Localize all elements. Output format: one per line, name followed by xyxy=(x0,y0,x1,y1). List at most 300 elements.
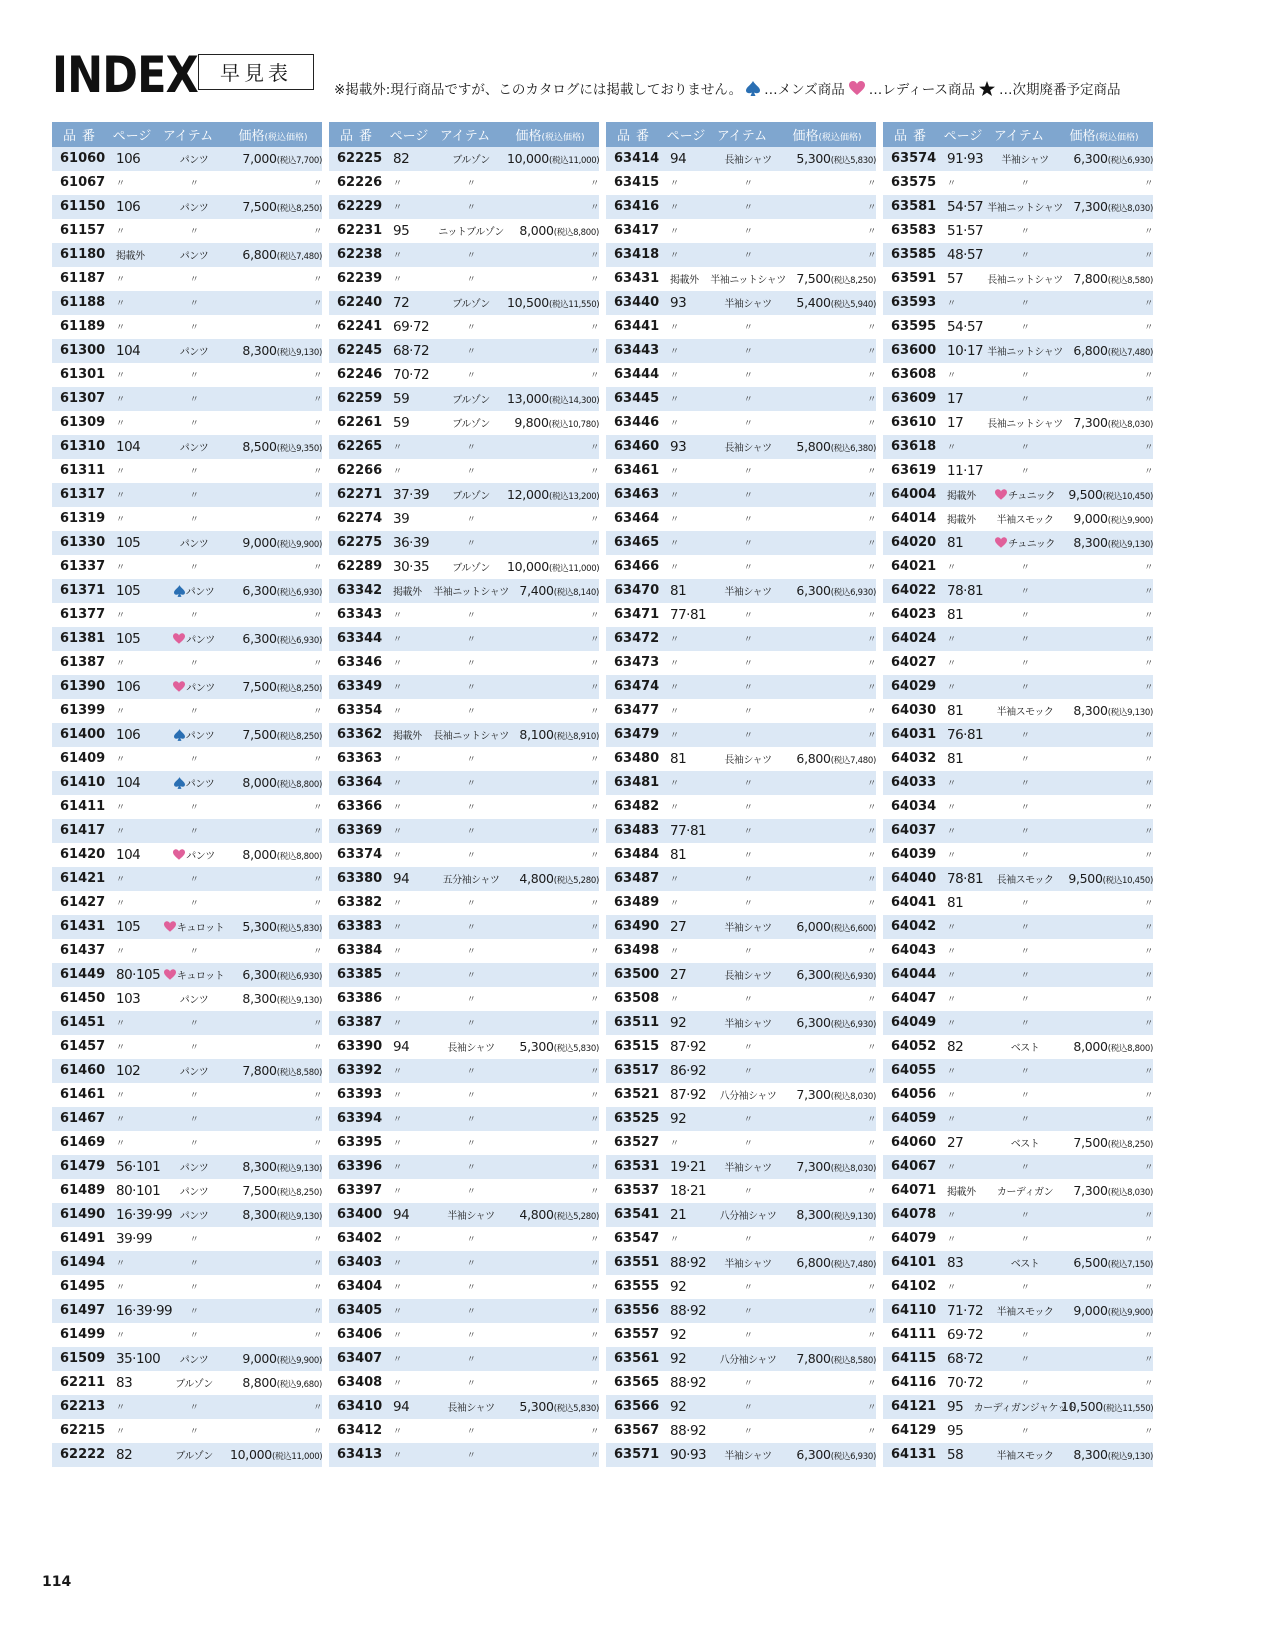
price xyxy=(784,536,876,549)
catalog-page: 〃 xyxy=(947,1019,956,1029)
price-value: 〃 xyxy=(313,323,322,333)
item-label: 〃 xyxy=(743,491,753,501)
price-value: 〃 xyxy=(867,779,876,789)
price-value: 〃 xyxy=(867,1307,876,1317)
price-value: 8,000 xyxy=(1073,1039,1108,1054)
catalog-page: 〃 xyxy=(393,1283,402,1293)
item-type xyxy=(158,439,230,454)
table-row xyxy=(883,1419,1153,1443)
table-row xyxy=(606,1059,876,1083)
item-type xyxy=(158,1351,230,1366)
item-label: 〃 xyxy=(1020,899,1030,909)
catalog-page: 88·92 xyxy=(670,1374,707,1391)
catalog-page: 94 xyxy=(393,1038,410,1055)
item-type xyxy=(435,1016,507,1029)
price-value: 〃 xyxy=(867,1283,876,1293)
catalog-page: 〃 xyxy=(670,1139,679,1149)
table-row xyxy=(883,171,1153,195)
price xyxy=(507,968,599,981)
price xyxy=(1061,752,1153,765)
product-code: 63479 xyxy=(614,727,660,742)
price-value: 10,000 xyxy=(230,1447,272,1462)
price-tax: (税込11,000) xyxy=(548,156,600,166)
price-value: 〃 xyxy=(313,1019,322,1029)
table-row xyxy=(52,1203,322,1227)
catalog-page: 〃 xyxy=(393,683,402,693)
table-row xyxy=(329,651,599,675)
item-type xyxy=(989,343,1061,358)
table-row xyxy=(606,939,876,963)
item-label: 〃 xyxy=(743,851,753,861)
price xyxy=(507,1088,599,1101)
table-row xyxy=(329,1203,599,1227)
catalog-page: 〃 xyxy=(947,1283,956,1293)
price-value: 〃 xyxy=(313,755,322,765)
item-label: 〃 xyxy=(1020,1211,1030,1221)
price xyxy=(230,272,322,285)
product-code: 63460 xyxy=(614,439,660,454)
product-code: 64111 xyxy=(891,1327,937,1342)
item-type xyxy=(435,992,507,1005)
product-code: 64023 xyxy=(891,607,937,622)
price-value: 〃 xyxy=(590,515,599,525)
item-type xyxy=(158,631,230,646)
table-row xyxy=(606,387,876,411)
item-label: 〃 xyxy=(189,299,199,309)
price-value: 〃 xyxy=(1144,299,1153,309)
price-value: 10,000 xyxy=(507,151,549,166)
item-label: 半袖ニットシャツ xyxy=(433,587,509,598)
item-label: 〃 xyxy=(466,1187,476,1197)
catalog-page: 106 xyxy=(116,150,141,167)
catalog-page: 〃 xyxy=(947,1115,956,1125)
price-value: 8,300 xyxy=(1073,703,1108,718)
product-code: 63480 xyxy=(614,751,660,766)
table-row xyxy=(883,291,1153,315)
price-value: 〃 xyxy=(1144,611,1153,621)
price xyxy=(507,320,599,333)
item-type xyxy=(989,1112,1061,1125)
table-row xyxy=(52,627,322,651)
price-value: 〃 xyxy=(1144,371,1153,381)
table-row xyxy=(883,579,1153,603)
price xyxy=(507,344,599,357)
item-type xyxy=(158,704,230,717)
catalog-page: 91·93 xyxy=(947,150,984,167)
price xyxy=(507,1160,599,1173)
item-type xyxy=(712,248,784,261)
product-code: 61494 xyxy=(60,1255,106,1270)
price-value: 〃 xyxy=(313,227,322,237)
price-tax: (税込10,450) xyxy=(1102,876,1153,886)
catalog-page: 56·101 xyxy=(116,1158,161,1175)
table-row xyxy=(52,963,322,987)
item-type xyxy=(158,1207,230,1222)
catalog-page: 82 xyxy=(947,1038,964,1055)
catalog-page: 〃 xyxy=(947,827,956,837)
header-code: 品番 xyxy=(893,129,932,144)
price-value: 〃 xyxy=(313,299,322,309)
table-row xyxy=(606,1131,876,1155)
price-value: 〃 xyxy=(867,347,876,357)
table-row xyxy=(329,723,599,747)
price-value: 〃 xyxy=(590,1259,599,1269)
table-header xyxy=(883,122,1153,147)
item-type xyxy=(158,272,230,285)
catalog-page: 19·21 xyxy=(670,1158,707,1175)
price xyxy=(1061,1328,1153,1341)
item-type xyxy=(712,176,784,189)
price xyxy=(507,896,599,909)
table-row xyxy=(883,195,1153,219)
item-type xyxy=(712,608,784,621)
product-code: 61437 xyxy=(60,943,106,958)
item-label: 〃 xyxy=(1020,995,1030,1005)
item-label: 〃 xyxy=(1020,251,1030,261)
price-value: 〃 xyxy=(1144,1019,1153,1029)
price-value: 6,300 xyxy=(796,583,831,598)
price-value: 〃 xyxy=(590,371,599,381)
catalog-page: 77·81 xyxy=(670,822,707,839)
price-tax: (税込8,250) xyxy=(276,204,322,214)
item-type xyxy=(158,1400,230,1413)
price-value: 〃 xyxy=(313,803,322,813)
table-row xyxy=(883,219,1153,243)
product-code: 63565 xyxy=(614,1375,660,1390)
price xyxy=(784,1015,876,1030)
price-value: 6,300 xyxy=(242,631,277,646)
heart-icon xyxy=(164,969,176,980)
price-value: 〃 xyxy=(1144,467,1153,477)
product-code: 61417 xyxy=(60,823,106,838)
table-row xyxy=(606,507,876,531)
price-value: 〃 xyxy=(1144,179,1153,189)
item-label: 〃 xyxy=(466,1355,476,1365)
item-type xyxy=(158,151,230,166)
product-code: 63571 xyxy=(614,1447,660,1462)
catalog-page: 〃 xyxy=(670,779,679,789)
item-label: 〃 xyxy=(1020,827,1030,837)
catalog-page: 〃 xyxy=(393,1355,402,1365)
item-label: 〃 xyxy=(743,371,753,381)
item-label: 〃 xyxy=(466,347,476,357)
item-label: 〃 xyxy=(1020,395,1030,405)
item-label: 〃 xyxy=(466,323,476,333)
table-row xyxy=(606,963,876,987)
item-type xyxy=(989,440,1061,453)
price xyxy=(230,1232,322,1245)
table-row xyxy=(329,939,599,963)
catalog-page: 〃 xyxy=(393,1187,402,1197)
price-value: 〃 xyxy=(1144,1163,1153,1173)
product-code: 61451 xyxy=(60,1015,106,1030)
price xyxy=(784,560,876,573)
table-row xyxy=(329,147,599,171)
product-code: 63363 xyxy=(337,751,383,766)
item-type xyxy=(989,968,1061,981)
table-row xyxy=(52,291,322,315)
price-value: 5,300 xyxy=(519,1399,554,1414)
price xyxy=(1061,848,1153,861)
price-value: 〃 xyxy=(1144,635,1153,645)
price-value: 〃 xyxy=(867,491,876,501)
price-value: 6,000 xyxy=(796,919,831,934)
price xyxy=(1061,320,1153,333)
catalog-page: 〃 xyxy=(670,227,679,237)
catalog-page: 〃 xyxy=(947,947,956,957)
item-type xyxy=(435,583,507,598)
item-label: キュロット xyxy=(176,971,225,982)
price xyxy=(784,919,876,934)
catalog-page: 90·93 xyxy=(670,1446,707,1463)
product-code: 64047 xyxy=(891,991,937,1006)
catalog-page: 54·57 xyxy=(947,318,984,335)
price-tax: (税込6,930) xyxy=(830,588,876,598)
item-label: 〃 xyxy=(466,1163,476,1173)
item-type xyxy=(989,1016,1061,1029)
price-value: 7,300 xyxy=(796,1159,831,1174)
item-type xyxy=(435,223,507,238)
item-label: 半袖スモック xyxy=(996,515,1054,526)
product-code: 61309 xyxy=(60,415,106,430)
product-code: 64040 xyxy=(891,871,937,886)
price-value: 〃 xyxy=(867,1043,876,1053)
catalog-page: 88·92 xyxy=(670,1422,707,1439)
price xyxy=(507,1039,599,1054)
price-value: 〃 xyxy=(313,875,322,885)
price-value: 〃 xyxy=(1144,227,1153,237)
price-value: 〃 xyxy=(313,419,322,429)
item-type xyxy=(158,752,230,765)
item-type xyxy=(435,727,507,742)
product-code: 64121 xyxy=(891,1399,937,1414)
price xyxy=(230,296,322,309)
item-type xyxy=(435,487,507,502)
legend xyxy=(334,78,1121,98)
item-label: 〃 xyxy=(466,443,476,453)
price xyxy=(1061,1399,1153,1414)
item-label: 〃 xyxy=(466,1019,476,1029)
price xyxy=(507,176,599,189)
table-row xyxy=(883,555,1153,579)
product-code: 61449 xyxy=(60,967,106,982)
catalog-page: 51·57 xyxy=(947,222,984,239)
catalog-page: 82 xyxy=(393,150,410,167)
price xyxy=(784,416,876,429)
table-row xyxy=(883,939,1153,963)
product-code: 64034 xyxy=(891,799,937,814)
table-row xyxy=(883,795,1153,819)
price-value: 〃 xyxy=(867,707,876,717)
table-row xyxy=(329,1131,599,1155)
product-code: 61319 xyxy=(60,511,106,526)
price-tax: (税込7,150) xyxy=(1107,1260,1153,1270)
table-row xyxy=(329,747,599,771)
table-row xyxy=(329,1035,599,1059)
index-column-1 xyxy=(52,122,322,1467)
table-row xyxy=(883,675,1153,699)
item-label: 長袖シャツ xyxy=(724,443,772,454)
price-value: 5,300 xyxy=(519,1039,554,1054)
price-value: 5,300 xyxy=(796,151,831,166)
item-type xyxy=(158,368,230,381)
product-code: 62271 xyxy=(337,487,383,502)
price-value: 〃 xyxy=(590,443,599,453)
table-row xyxy=(52,147,322,171)
price-value: 〃 xyxy=(867,827,876,837)
price xyxy=(230,151,322,166)
table-row xyxy=(883,387,1153,411)
item-type xyxy=(989,199,1061,214)
product-code: 63490 xyxy=(614,919,660,934)
item-type xyxy=(435,1136,507,1149)
price-value: 〃 xyxy=(590,203,599,213)
item-label: 長袖シャツ xyxy=(447,1043,495,1054)
price-value: 〃 xyxy=(867,203,876,213)
price-value: 〃 xyxy=(590,1379,599,1389)
item-type xyxy=(989,224,1061,237)
product-code: 63387 xyxy=(337,1015,383,1030)
price-value: 10,500 xyxy=(1061,1399,1103,1414)
price-value: 〃 xyxy=(590,347,599,357)
price xyxy=(507,1016,599,1029)
catalog-page: 83 xyxy=(116,1374,133,1391)
product-code: 63537 xyxy=(614,1183,660,1198)
price xyxy=(1061,680,1153,693)
price xyxy=(230,1256,322,1269)
catalog-page: 〃 xyxy=(116,467,125,477)
price-tax: (税込5,280) xyxy=(553,876,599,886)
item-type xyxy=(158,824,230,837)
table-row xyxy=(52,1443,322,1467)
item-label: 〃 xyxy=(466,1451,476,1461)
catalog-page: 92 xyxy=(670,1278,687,1295)
catalog-page: 71·72 xyxy=(947,1302,984,1319)
item-label: 〃 xyxy=(743,563,753,573)
price-value: 〃 xyxy=(313,1283,322,1293)
catalog-page: 35·100 xyxy=(116,1350,161,1367)
item-type xyxy=(989,1064,1061,1077)
product-code: 63445 xyxy=(614,391,660,406)
table-row xyxy=(329,339,599,363)
product-code: 64030 xyxy=(891,703,937,718)
product-code: 61300 xyxy=(60,343,106,358)
catalog-page: 掲載外 xyxy=(947,1187,976,1198)
item-label: 〃 xyxy=(466,467,476,477)
item-type xyxy=(712,512,784,525)
item-type xyxy=(435,1232,507,1245)
price-value: 9,000 xyxy=(1073,511,1108,526)
table-header xyxy=(329,122,599,147)
product-code: 63557 xyxy=(614,1327,660,1342)
catalog-page: 〃 xyxy=(116,1283,125,1293)
product-code: 63396 xyxy=(337,1159,383,1174)
price-value: 〃 xyxy=(590,1163,599,1173)
table-row xyxy=(606,843,876,867)
product-code: 61301 xyxy=(60,367,106,382)
item-label: 〃 xyxy=(1020,683,1030,693)
table-row xyxy=(606,531,876,555)
product-code: 61489 xyxy=(60,1183,106,1198)
item-type xyxy=(435,1064,507,1077)
price-value: 5,300 xyxy=(242,919,277,934)
price-value: 〃 xyxy=(313,611,322,621)
price-value: 10,000 xyxy=(507,559,549,574)
price-tax: (税込5,830) xyxy=(830,156,876,166)
table-row xyxy=(52,507,322,531)
item-type xyxy=(435,800,507,813)
table-row xyxy=(329,627,599,651)
price xyxy=(1061,920,1153,933)
item-label: ブルゾン xyxy=(452,563,490,574)
item-label: 〃 xyxy=(1020,371,1030,381)
item-type xyxy=(989,320,1061,333)
price xyxy=(507,632,599,645)
price xyxy=(507,583,599,598)
price xyxy=(507,1207,599,1222)
table-row xyxy=(52,1347,322,1371)
price-value: 〃 xyxy=(590,179,599,189)
product-code: 61499 xyxy=(60,1327,106,1342)
item-type xyxy=(712,1207,784,1222)
price xyxy=(230,967,322,982)
catalog-page: 81 xyxy=(947,534,964,551)
table-row xyxy=(329,291,599,315)
item-label: 〃 xyxy=(189,1283,199,1293)
price xyxy=(507,295,599,310)
item-type xyxy=(158,392,230,405)
catalog-page: 27 xyxy=(670,966,687,983)
item-label: ベスト xyxy=(1010,1259,1040,1270)
product-code: 61399 xyxy=(60,703,106,718)
table-row xyxy=(52,435,322,459)
catalog-page: 〃 xyxy=(670,323,679,333)
table-row xyxy=(606,795,876,819)
item-label: 〃 xyxy=(189,227,199,237)
table-row xyxy=(606,867,876,891)
price-tax: (税込8,030) xyxy=(1107,1188,1153,1198)
catalog-page: 18·21 xyxy=(670,1182,707,1199)
item-type xyxy=(435,176,507,189)
item-type xyxy=(712,295,784,310)
price-tax: (税込8,030) xyxy=(1107,420,1153,430)
price xyxy=(1061,1039,1153,1054)
catalog-page: 88·92 xyxy=(670,1254,707,1271)
product-code: 63575 xyxy=(891,175,937,190)
price-tax: (税込6,930) xyxy=(830,1452,876,1462)
catalog-page: 〃 xyxy=(947,1091,956,1101)
catalog-page: 〃 xyxy=(393,659,402,669)
item-type xyxy=(435,871,507,886)
item-label: 〃 xyxy=(743,1427,753,1437)
catalog-page: 〃 xyxy=(393,779,402,789)
product-code: 62289 xyxy=(337,559,383,574)
item-label: ブルゾン xyxy=(175,1451,213,1462)
catalog-page: 掲載外 xyxy=(393,731,422,742)
price xyxy=(1061,1183,1153,1198)
price xyxy=(784,344,876,357)
item-label: 〃 xyxy=(189,395,199,405)
price-value: 8,300 xyxy=(242,343,277,358)
price-value: 〃 xyxy=(590,779,599,789)
item-label: 〃 xyxy=(743,635,753,645)
price xyxy=(230,1207,322,1222)
product-code: 64024 xyxy=(891,631,937,646)
item-type xyxy=(158,1136,230,1149)
catalog-page: 〃 xyxy=(670,803,679,813)
price xyxy=(230,1016,322,1029)
table-row xyxy=(329,219,599,243)
